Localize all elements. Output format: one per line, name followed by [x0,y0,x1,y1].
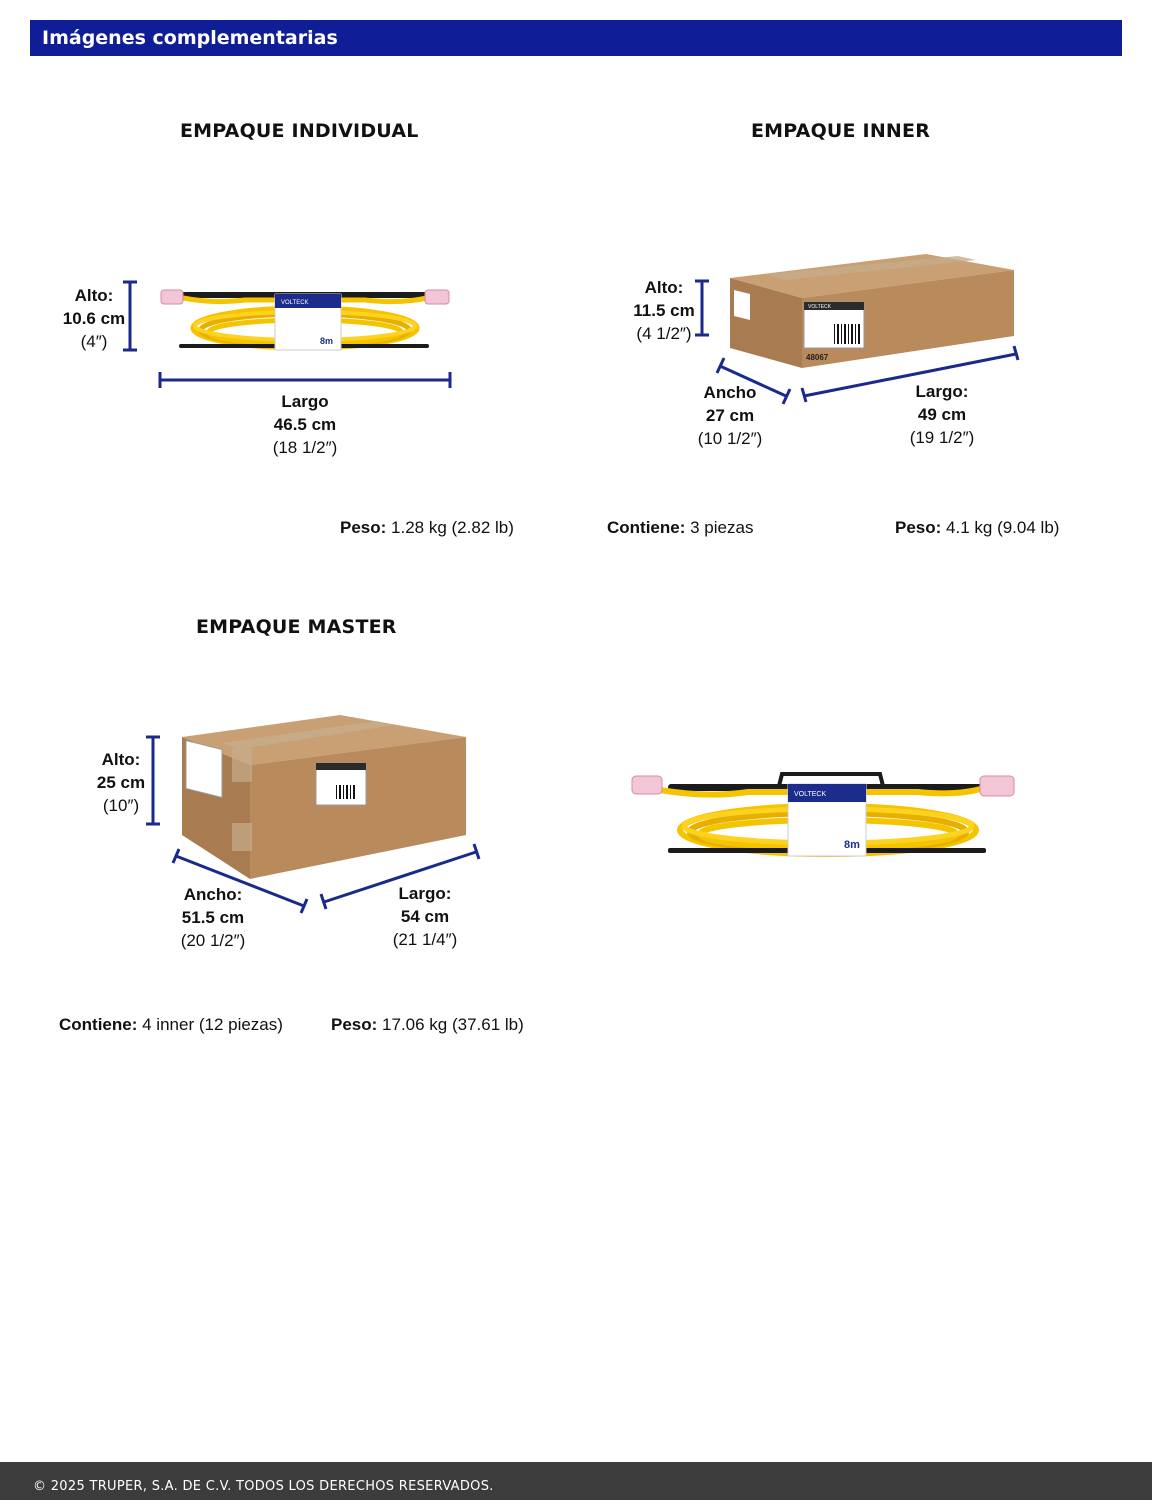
master-peso [331,1015,524,1035]
individual-product-image [155,286,455,356]
section-header: Imágenes complementarias [30,20,1122,56]
master-largo-label [385,882,465,951]
largo-imperial: (19 1/2″) [909,428,975,447]
extra-product-image [628,768,1020,860]
copyright-footer: © 2025 TRUPER, S.A. DE C.V. TODOS LOS DERECHOS RESERVADOS. [0,1462,1152,1500]
alto-value: 11.5 cm [633,301,695,320]
ancho-value: 27 cm [705,406,755,425]
alto-title: Alto: [74,286,114,305]
individual-largo-label [255,390,355,459]
peso-value: 17.06 kg (37.61 lb) [382,1015,524,1034]
ancho-value: 51.5 cm [181,908,245,927]
inner-ancho-label [690,381,770,450]
peso-value: 4.1 kg (9.04 lb) [946,518,1060,537]
peso-key: Peso: [895,518,942,537]
individual-title: EMPAQUE INDIVIDUAL [180,120,419,142]
largo-value: 49 cm [917,405,967,424]
largo-title: Largo: [398,884,452,903]
inner-largo-label [900,380,984,449]
master-title: EMPAQUE MASTER [196,616,397,638]
inner-box-code: 48067 [806,353,829,362]
largo-imperial: (21 1/4″) [392,930,458,949]
contiene-value: 3 piezas [690,518,754,537]
contiene-value: 4 inner (12 piezas) [142,1015,283,1034]
individual-alto-bracket [120,280,140,354]
alto-imperial: (10″) [102,796,140,815]
inner-alto-label [630,276,698,345]
alto-value: 25 cm [96,773,146,792]
ancho-title: Ancho: [183,885,243,904]
individual-product-brand: VOLTECK [281,300,309,306]
inner-title: EMPAQUE INNER [751,120,931,142]
largo-value: 46.5 cm [273,415,337,434]
inner-box-brand: VOLTECK [808,304,831,310]
inner-peso [895,518,1059,538]
alto-title: Alto: [101,750,141,769]
individual-peso [340,518,514,538]
extra-product-brand: VOLTECK [794,791,827,798]
ancho-imperial: (10 1/2″) [697,429,763,448]
individual-product-size: 8m [320,336,334,346]
individual-largo-line [158,370,454,390]
largo-imperial: (18 1/2″) [272,438,338,457]
inner-contiene [607,518,753,538]
peso-key: Peso: [331,1015,378,1034]
peso-value: 1.28 kg (2.82 lb) [391,518,514,537]
alto-value: 10.6 cm [62,309,126,328]
contiene-key: Contiene: [607,518,686,537]
contiene-key: Contiene: [59,1015,138,1034]
master-ancho-label [173,883,253,952]
alto-imperial: (4 1/2″) [636,324,692,343]
master-alto-bracket [143,735,163,827]
master-contiene [59,1015,283,1035]
peso-key: Peso: [340,518,387,537]
ancho-title: Ancho [703,383,757,402]
alto-title: Alto: [644,278,684,297]
largo-title: Largo: [915,382,969,401]
extra-product-size: 8m [844,839,860,851]
largo-title: Largo [281,392,329,411]
largo-value: 54 cm [400,907,450,926]
inner-alto-bracket [692,279,712,339]
alto-imperial: (4″) [80,332,108,351]
ancho-imperial: (20 1/2″) [180,931,246,950]
